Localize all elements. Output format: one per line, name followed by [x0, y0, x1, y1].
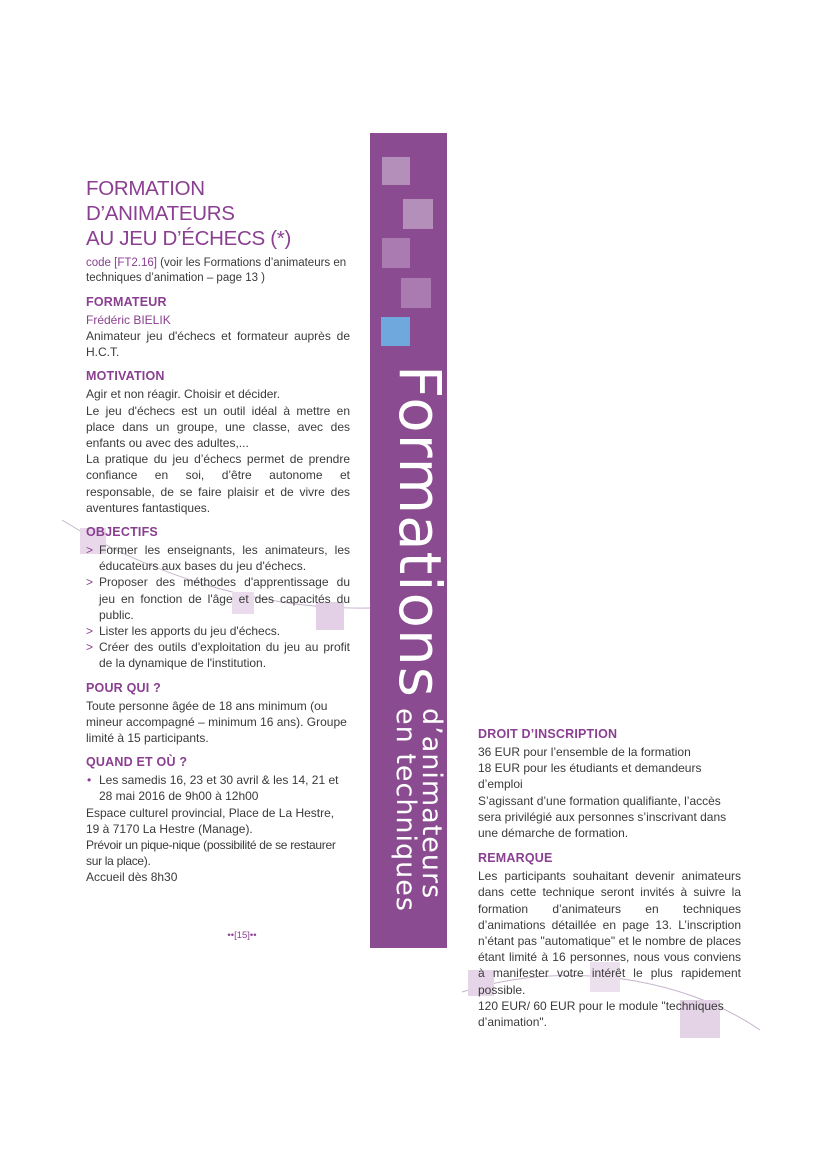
objectif-text: Proposer des méthodes d'apprentissage du jeu en fonction de l'âge et des capacités du public.: [99, 575, 350, 622]
band-square-1: [382, 157, 410, 185]
band-title-main: Formations: [386, 365, 454, 698]
bullet-icon: •: [87, 773, 92, 788]
page-number: ••[15]••: [227, 930, 257, 941]
arrow-marker-icon: >: [86, 640, 94, 655]
droit-heading: DROIT D’INSCRIPTION: [478, 727, 618, 741]
band-vertical-title: [368, 365, 454, 965]
course-code: code [FT2.16]: [86, 257, 157, 269]
objectif-text: Former les enseignants, les animateurs, les éducateurs aux bases du jeu d'échecs.: [99, 543, 350, 574]
access-note: S’agissant d’une formation qualifiante, l’accès sera privilégié aux personnes s’inscrivant dans une démarche de formation.: [478, 793, 727, 841]
band-square-4: [401, 278, 431, 308]
list-item: [86, 574, 350, 623]
session-dates: Les samedis 16, 23 et 30 avril & les 14, 21 et 28 mai 2016 de 9h00 à 12h00: [99, 773, 339, 804]
pour-qui-text: Toute personne âgée de 18 ans minimum (ou mineur accompagné – minimum 16 ans). Groupe limité à 15 participants.: [86, 698, 347, 746]
picnic-note: Prévoir un pique-nique (possibilité de se restaurer sur la place).: [86, 838, 336, 869]
title-line-1: FORMATION D’ANIMATEURS: [86, 177, 235, 225]
band-square-3: [382, 238, 410, 268]
objectifs-heading: OBJECTIFS: [86, 525, 158, 540]
fee-reduced: 18 EUR pour les étudiants et demandeurs d’emploi: [478, 761, 702, 792]
motivation-heading: MOTIVATION: [86, 369, 165, 384]
objectif-text: Créer des outils d'exploitation du jeu au profit de la dynamique de l'institution.: [99, 640, 350, 671]
band-title-sub-2: en techniques: [390, 707, 421, 912]
code-line: [86, 256, 350, 286]
arrow-marker-icon: >: [86, 575, 94, 590]
right-column: [478, 727, 741, 1030]
formateur-description: Animateur jeu d'échecs et formateur auprès de H.C.T.: [86, 329, 350, 360]
code-note: (voir les Formations d’animateurs en techniques d’animation – page 13 ): [86, 257, 347, 284]
remarque-heading: REMARQUE: [478, 851, 553, 866]
fee-full: 36 EUR pour l’ensemble de la formation: [478, 745, 691, 759]
objectifs-list: [86, 542, 350, 672]
title-line-2: AU JEU D’ÉCHECS (*): [86, 227, 292, 250]
list-item: [86, 623, 350, 639]
band-title-sub-1: d’animateurs: [416, 707, 447, 900]
remarque-text: Les participants souhaitant devenir animateurs dans cette technique seront invités à suivre la formation d’animateurs en techniques d’animations détaillée en page 13. L’inscription n’étant pas "automatique" et le nombre de places étant limité à 16 personnes, nous vous conviens à manifester votre intérêt le plus rapidement possible.: [478, 869, 741, 997]
motivation-paragraph: Le jeu d'échecs est un outil idéal à mettre en place dans un groupe, une classe, avec des enfants ou avec des adultes,...: [86, 403, 350, 451]
list-item: [86, 639, 350, 671]
band-square-blue: [381, 317, 410, 346]
formateur-heading: FORMATEUR: [86, 295, 167, 309]
list-item: [86, 542, 350, 574]
list-item: [86, 772, 350, 804]
formateur-name: Frédéric BIELIK: [86, 313, 171, 327]
venue-address: Espace culturel provincial, Place de La Hestre, 19 à 7170 La Hestre (Manage).: [86, 805, 335, 836]
arrow-marker-icon: >: [86, 543, 94, 558]
pour-qui-heading: POUR QUI ?: [86, 680, 161, 695]
page-title: [86, 176, 350, 251]
band-square-2: [403, 199, 433, 229]
motivation-paragraph: Agir et non réagir. Choisir et décider.: [86, 387, 281, 402]
welcome-time: Accueil dès 8h30: [86, 870, 178, 885]
dates-list: [86, 772, 350, 804]
motivation-paragraph: La pratique du jeu d’échecs permet de prendre confiance en soi, d’être autonome et responsable, de se faire plaisir et de vivre des aventures fantastiques.: [86, 452, 350, 515]
left-column: [86, 176, 350, 886]
objectif-text: Lister les apports du jeu d'échecs.: [99, 624, 281, 639]
quand-heading: QUAND ET OÙ ?: [86, 755, 188, 770]
arrow-marker-icon: >: [86, 624, 94, 639]
module-price: 120 EUR/ 60 EUR pour le module "techniques d’animation".: [478, 998, 724, 1030]
